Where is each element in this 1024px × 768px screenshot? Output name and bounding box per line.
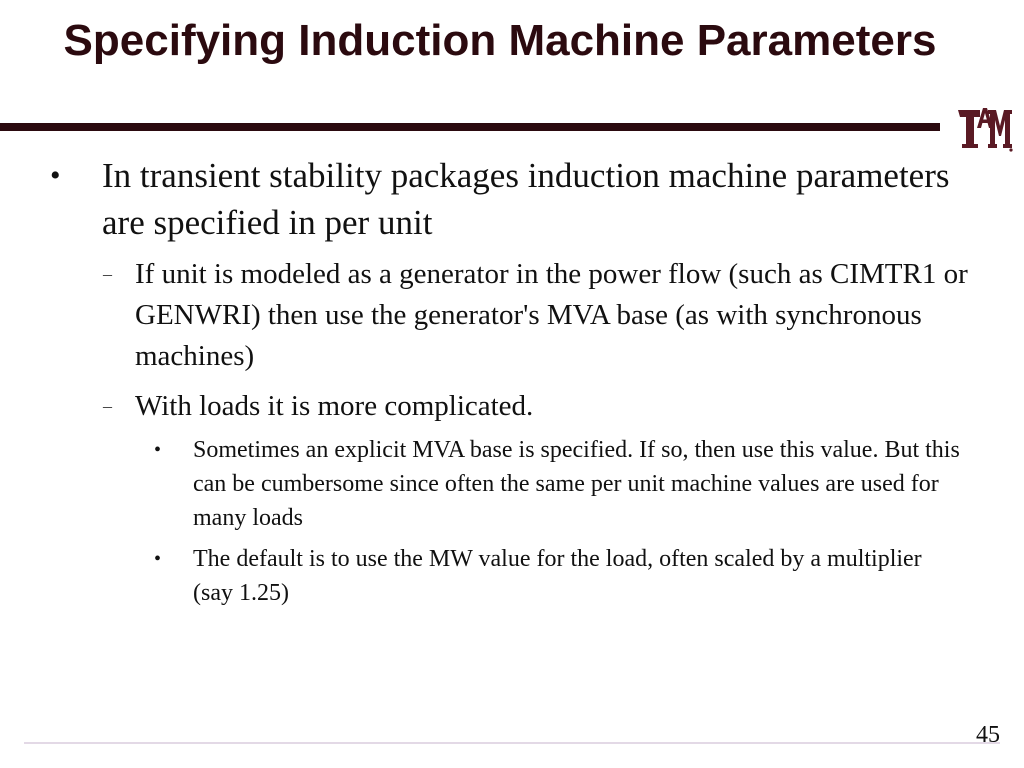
bullet-level3: Sometimes an explicit MVA base is specified. If so, then use this value. But this can be cumbersome since often the same per unit machine values are used for many loads <box>193 437 960 531</box>
bullet-level2: With loads it is more complicated. <box>135 390 534 422</box>
page-number: 45 <box>976 722 1000 748</box>
bullet-level1: In transient stability packages induction machine parameters are specified in per unit <box>102 156 950 242</box>
tamu-logo-icon <box>956 104 1014 152</box>
bullet-marker: • <box>50 159 61 192</box>
bullet-level3: The default is to use the MW value for the load, often scaled by a multiplier (say 1.25) <box>193 546 922 606</box>
bullet-marker: • <box>154 548 162 570</box>
title-divider <box>0 123 940 131</box>
footer-divider <box>24 742 1000 744</box>
bullet-level2: If unit is modeled as a generator in the power flow (such as CIMTR1 or GENWRI) then use the generator's MVA base (as with synchronous machines) <box>135 258 968 372</box>
bullet-marker: – <box>103 264 112 284</box>
bullet-marker: – <box>103 396 112 416</box>
slide-title: Specifying Induction Machine Parameters <box>63 16 937 65</box>
bullet-marker: • <box>154 439 162 461</box>
